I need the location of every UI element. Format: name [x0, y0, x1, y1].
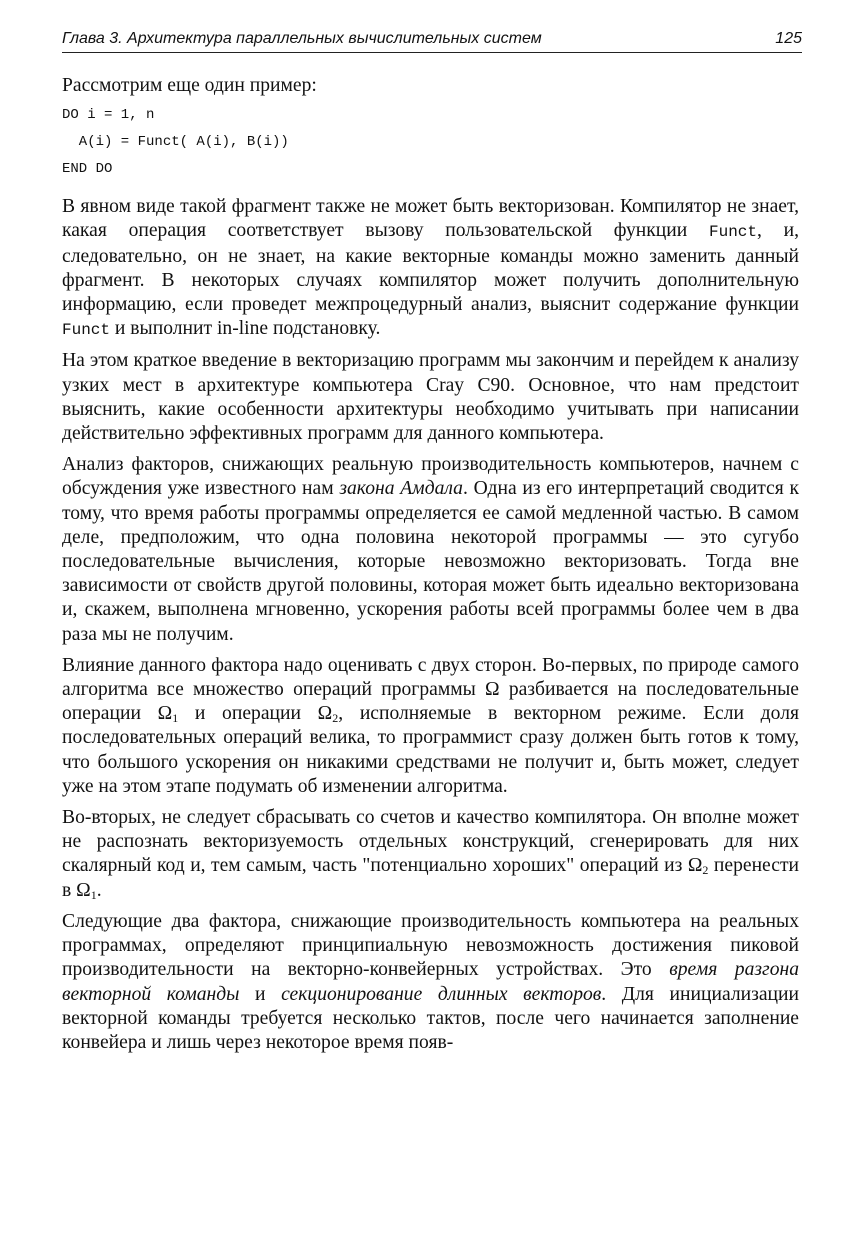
text-run: разбивается на последовательные операции: [62, 679, 799, 725]
paragraph-2: На этом краткое введение в векторизацию программ мы закончим и перейдем к анализу узких мест в архитектуре компьютера Cray C90. Основное, что нам предстоит выяснить, какие особенности архитектуры необходимо учитывать при написании действительно эффективных программ для данного компьютера.: [62, 350, 799, 445]
subscript: 2: [332, 711, 339, 726]
text-run: .: [96, 879, 102, 901]
subscript: 1: [172, 711, 179, 726]
emphasis-term: закона Амдала: [339, 478, 463, 500]
intro-paragraph: Рассмотрим еще один пример:: [62, 75, 317, 96]
text-run: Следующие два фактора, снижающие производительность компьютера на реальных программах, определяют принципиальную невозможность достижения пиковой производительности на векторно-конвейерных устройствах. Это: [62, 910, 799, 981]
paragraph-4: [62, 654, 799, 799]
paragraph-3: [62, 453, 799, 647]
code-line: A(i) = Funct( A(i), B(i)): [62, 134, 289, 151]
text-run: Влияние данного фактора надо оценивать с двух сторон. Во-первых, по природе самого алгоритма все множество операций программы: [62, 654, 799, 701]
paragraph-1: [62, 195, 799, 342]
text-run: В явном виде такой фрагмент также не может быть векторизован. Компилятор не знает, какая операция соответствует вызову пользовательской функции: [62, 196, 799, 242]
code-line: END DO: [62, 161, 113, 178]
text-run: , исполняемые в векторном режиме. Если доля последовательных операций велика, то программист сразу должен быть готов к тому, что большого ускорения он никакими средствами не получит и, быть может, следует уже на этом этапе подумать об изменении алгоритма.: [62, 703, 799, 797]
emphasis-term: секционирование длинных векторов: [281, 983, 602, 1005]
text-run: Во-вторых, не следует сбрасывать со счетов и качество компилятора. Он вполне может не распознать векторизуемость отдельных конструкций, сгенерировать для них скалярный код и, тем самым, часть "потенциально хороших" операций из: [62, 807, 799, 877]
omega-symbol: Ω: [157, 703, 173, 725]
omega-symbol: Ω: [485, 679, 500, 701]
text-run: . Одна из его интерпретаций сводится к тому, что время работы программы определяется ее самой медленной частью. В самом деле, предположим, что одна половина некоторой программы — это сугубо последовательные вычисления, которые невозможно векторизовать. Тогда вне зависимости от свойств другой половины, которая может быть идеально векторизована и, скажем, выполнена мгновенно, ускорения работы всей программы более чем в два раза мы не получим.: [62, 478, 799, 645]
text-run: перенести в: [62, 855, 799, 901]
text-run: , и, следовательно, он не знает, на какие векторные команды можно заменить данный фрагмент. В некоторых случаях компилятор может получить дополнительную информацию, если проведет межпроцедурный анализ, выяснит содержание функции: [62, 220, 799, 316]
paragraph-6: [62, 910, 799, 1055]
chapter-title: Глава 3. Архитектура параллельных вычислительных систем: [62, 30, 542, 47]
subscript: 1: [90, 887, 97, 902]
omega-symbol: Ω: [317, 703, 333, 725]
paragraph-5: [62, 806, 799, 903]
text-run: Анализ факторов, снижающих реальную производительность компьютеров, начнем с обсуждения уже известного нам: [62, 454, 799, 500]
code-line: DO i = 1, n: [62, 107, 155, 124]
omega-symbol: Ω: [76, 879, 91, 901]
text-run: и выполнит in-line подстановку.: [110, 318, 381, 340]
text-run: и: [239, 983, 282, 1005]
omega-symbol: Ω: [687, 855, 703, 877]
page-body: [62, 74, 799, 1062]
page-number: 125: [775, 30, 802, 47]
emphasis-term: время разгона векторной команды: [62, 959, 800, 1005]
text-run: и операции: [178, 703, 318, 725]
page-header: [62, 28, 802, 53]
inline-code: Funct: [708, 223, 757, 242]
code-block: [62, 102, 799, 183]
inline-code: Funct: [62, 321, 111, 340]
subscript: 2: [702, 863, 709, 878]
text-run: . Для инициализации векторной команды требуется несколько тактов, после чего начинается заполнение конвейера и лишь через некоторое время появ-: [62, 983, 799, 1053]
